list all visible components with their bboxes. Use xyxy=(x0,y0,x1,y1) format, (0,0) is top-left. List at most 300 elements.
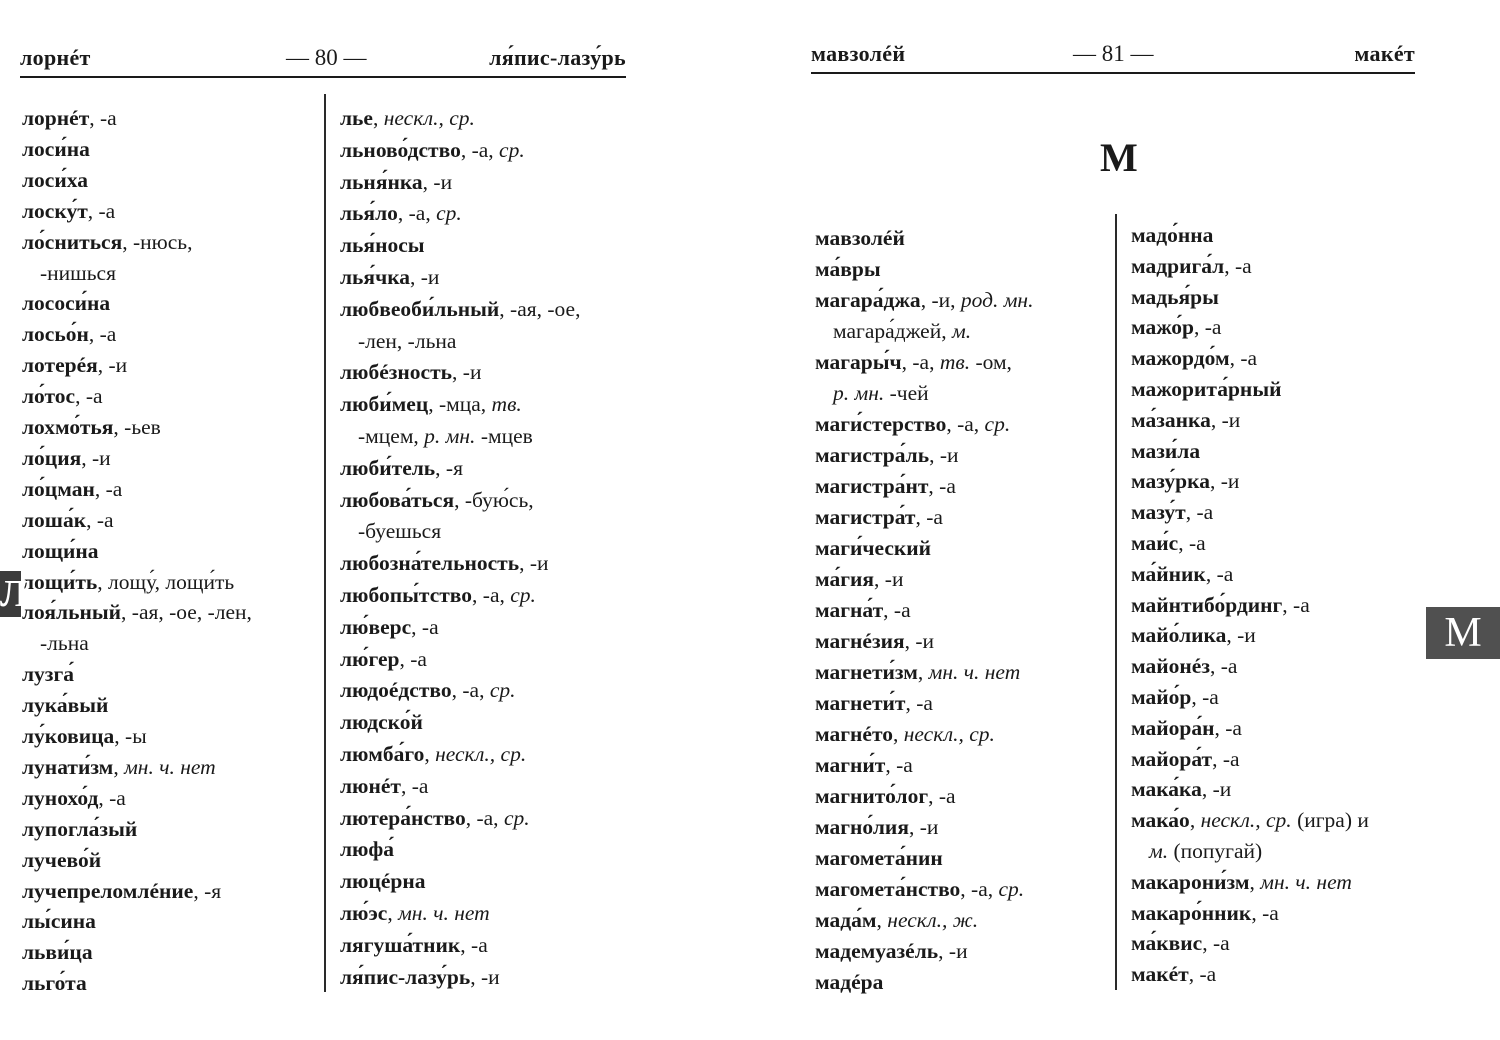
dictionary-entry xyxy=(22,567,234,597)
grammar-note: мн. ч. нет xyxy=(1260,869,1352,894)
dictionary-entry xyxy=(340,866,426,896)
grammar-note: м. xyxy=(1149,839,1169,863)
grammar-form: , -и xyxy=(938,939,968,963)
grammar-form: , xyxy=(1189,808,1201,833)
dictionary-entry xyxy=(340,898,490,928)
dictionary-entry xyxy=(22,783,126,813)
headword: лютера́нство xyxy=(340,805,466,830)
headword: лузга́ xyxy=(22,662,74,687)
headword: ля́пис-лазу́рь xyxy=(340,964,471,989)
grammar-form: , -а xyxy=(1205,561,1234,586)
dictionary-entry xyxy=(1131,774,1231,804)
grammar-form: (попугай) xyxy=(1168,839,1263,863)
headword: лощи́ть xyxy=(22,569,98,594)
headword: мази́ла xyxy=(1131,438,1201,463)
dictionary-entry xyxy=(340,357,481,387)
grammar-form: , xyxy=(1249,869,1261,894)
grammar-note: тв. xyxy=(491,392,522,417)
headword: люмба́го xyxy=(340,742,425,766)
dictionary-entry xyxy=(815,440,959,470)
headword: лю́гер xyxy=(340,646,400,671)
headword: ло́сниться xyxy=(22,229,123,254)
headword: ма́занка xyxy=(1131,407,1211,432)
headword: льново́дство xyxy=(340,137,461,162)
grammar-form: , -я xyxy=(193,878,222,903)
headword: лоси́ха xyxy=(22,167,88,192)
dictionary-entry xyxy=(22,536,99,566)
headword: ма́вры xyxy=(815,257,881,281)
headword: люфа́ xyxy=(340,837,394,862)
grammar-note: нескл., ср. xyxy=(435,742,527,766)
running-head-last-word: ля́пис-лазу́рь xyxy=(489,45,626,70)
grammar-form: , лощу́, лощи́ть xyxy=(97,569,235,594)
dictionary-entry xyxy=(1131,744,1240,774)
grammar-form: , -а xyxy=(915,505,943,529)
grammar-form: , -и xyxy=(904,629,935,653)
headword: люби́тель xyxy=(340,455,436,480)
headword: лягуша́тник xyxy=(340,932,461,957)
grammar-form: -льна xyxy=(40,631,89,656)
dictionary-entry xyxy=(1131,620,1256,650)
dictionary-entry xyxy=(815,564,903,594)
headword: магнито́лог xyxy=(815,784,929,808)
dictionary-entry xyxy=(22,968,87,998)
headword: лоша́к xyxy=(22,507,87,532)
headword: мака́ка xyxy=(1131,777,1202,802)
dictionary-entry xyxy=(1131,559,1233,589)
entry-continuation xyxy=(815,378,929,408)
grammar-form: , -и xyxy=(874,567,904,591)
headword: магнéто xyxy=(815,722,893,746)
running-head xyxy=(811,42,1415,74)
dictionary-entry xyxy=(22,165,88,195)
grammar-form: , -нюсь, xyxy=(122,229,193,254)
grammar-form: , -а xyxy=(928,474,956,498)
grammar-form: , -а, xyxy=(460,137,500,162)
dictionary-entry xyxy=(340,103,475,133)
right-page xyxy=(745,0,1500,1040)
grammar-form: , -бую́сь, xyxy=(454,487,534,512)
headword: ма́йник xyxy=(1131,561,1206,586)
thumb-index-tab xyxy=(1426,607,1500,659)
grammar-form: , -а xyxy=(86,507,114,532)
grammar-form: -мцев xyxy=(475,424,533,448)
page-number: — 80 — xyxy=(286,45,367,70)
dictionary-entry xyxy=(22,597,252,627)
dictionary-entry xyxy=(340,135,525,165)
grammar-note: род. мн. xyxy=(960,288,1034,312)
grammar-note: ср. xyxy=(503,805,530,830)
dictionary-entry xyxy=(1131,497,1213,527)
grammar-form: , -и xyxy=(1209,469,1240,494)
headword: ло́ция xyxy=(22,445,82,470)
dictionary-entry xyxy=(815,967,883,997)
grammar-form: магара́джей, xyxy=(833,319,952,343)
grammar-note: мн. ч. нет xyxy=(928,660,1021,684)
grammar-form: , -а xyxy=(1212,746,1240,771)
headword: люнéт xyxy=(340,773,401,798)
running-head-first-word: лорнéт xyxy=(20,45,91,70)
dictionary-entry xyxy=(22,227,192,257)
dictionary-entry xyxy=(340,644,427,674)
headword: магистра́нт xyxy=(815,474,929,498)
headword: магнети́т xyxy=(815,691,906,715)
section-letter: М xyxy=(1100,135,1138,180)
grammar-form: , -мца, xyxy=(428,392,492,417)
headword: магни́т xyxy=(815,753,886,777)
grammar-form: -лен, -льна xyxy=(358,328,457,353)
page-number: — 81 — xyxy=(1073,41,1154,66)
grammar-note: р. мн. xyxy=(424,424,476,448)
dictionary-entry xyxy=(340,485,534,515)
dictionary-entry xyxy=(815,223,905,253)
headword: маги́ческий xyxy=(815,536,932,560)
grammar-form: , -а xyxy=(1229,346,1258,371)
left-page xyxy=(0,0,745,1040)
grammar-form: , -а xyxy=(400,773,429,798)
grammar-note: нескл., ср. xyxy=(903,722,995,746)
dictionary-entry xyxy=(815,471,956,501)
dictionary-entry xyxy=(815,719,995,749)
grammar-form: , -а xyxy=(1209,654,1238,679)
grammar-form: , -а xyxy=(885,753,913,777)
headword: магно́лия xyxy=(815,815,909,839)
grammar-form: -нишься xyxy=(40,260,116,285)
headword: любозна́тельность xyxy=(340,551,520,576)
headword: любова́ться xyxy=(340,487,455,512)
grammar-note: мн. ч. нет xyxy=(124,754,216,779)
dictionary-entry xyxy=(1131,312,1221,342)
headword: лоя́льный xyxy=(22,600,122,625)
headword: лунохо́д xyxy=(22,785,99,810)
grammar-form: , -и xyxy=(519,551,549,576)
grammar-form: , -а xyxy=(1191,685,1219,709)
dictionary-entry xyxy=(340,389,522,419)
headword: мажордо́м xyxy=(1131,346,1230,371)
grammar-note: ср. xyxy=(510,583,536,607)
headword: мазу́рка xyxy=(1131,469,1210,494)
headword: мадéра xyxy=(815,970,884,994)
running-head-last-word: макéт xyxy=(1354,41,1415,66)
grammar-form: , xyxy=(424,742,436,766)
dictionary-entry xyxy=(340,739,526,769)
grammar-note: ср. xyxy=(436,201,462,226)
headword: льня́нка xyxy=(340,169,423,194)
headword: лье xyxy=(340,106,373,130)
grammar-form: , -а xyxy=(928,784,956,808)
headword: мака́о xyxy=(1131,808,1190,833)
grammar-form: , -а xyxy=(1194,315,1222,340)
headword: лощи́на xyxy=(22,538,99,563)
grammar-form: , -а xyxy=(460,932,488,957)
headword: любопы́тство xyxy=(340,583,473,607)
grammar-form: , -а xyxy=(1224,253,1252,278)
dictionary-entry xyxy=(1131,682,1219,712)
grammar-form: , -и xyxy=(470,964,500,989)
grammar-note: р. мн. xyxy=(833,381,885,405)
headword: майора́н xyxy=(1131,715,1215,740)
dictionary-entry xyxy=(22,659,74,689)
dictionary-entry xyxy=(815,657,1020,687)
headword: лука́вый xyxy=(22,693,109,718)
dictionary-entry xyxy=(22,288,110,318)
grammar-form: , -и, xyxy=(920,288,961,312)
headword: лотерéя xyxy=(22,353,98,378)
grammar-note: нескл., ср. xyxy=(1200,808,1292,833)
grammar-note: тв. xyxy=(939,350,971,374)
grammar-form: , -а, xyxy=(397,201,437,226)
headword: макарони́зм xyxy=(1131,869,1250,894)
dictionary-entry xyxy=(340,580,536,610)
dictionary-entry xyxy=(22,443,111,473)
dictionary-entry xyxy=(1131,343,1257,373)
dictionary-entry xyxy=(340,612,439,642)
dictionary-entry xyxy=(815,254,881,284)
dictionary-entry xyxy=(22,814,137,844)
entry-continuation xyxy=(1131,836,1262,866)
dictionary-entry xyxy=(815,285,1033,315)
headword: люцéрна xyxy=(340,869,426,894)
dictionary-entry xyxy=(22,752,216,782)
dictionary-entry xyxy=(22,845,101,875)
dictionary-entry xyxy=(1131,282,1219,312)
headword: маи́с xyxy=(1131,531,1179,555)
grammar-form: , -и xyxy=(929,443,959,467)
grammar-form: , -а xyxy=(89,106,117,130)
grammar-form: , xyxy=(113,754,125,779)
dictionary-entry xyxy=(340,930,488,960)
headword: мажо́р xyxy=(1131,315,1195,340)
headword: магистра́т xyxy=(815,505,916,529)
dictionary-entry xyxy=(340,262,439,292)
grammar-note: мн. ч. нет xyxy=(398,901,490,925)
dictionary-entry xyxy=(22,381,103,411)
grammar-form: , -а xyxy=(75,384,103,409)
headword: людоéдство xyxy=(340,678,452,703)
grammar-form: -мцем, xyxy=(358,424,425,448)
headword: мада́м xyxy=(815,908,877,932)
grammar-form: , -а xyxy=(399,646,427,671)
dictionary-entry xyxy=(1131,405,1240,435)
grammar-form: , -а xyxy=(94,476,123,501)
dictionary-entry xyxy=(1131,713,1242,743)
headword: лосьо́н xyxy=(22,322,89,347)
headword: ло́тос xyxy=(22,384,76,409)
dictionary-entry xyxy=(815,781,956,811)
grammar-form: -чей xyxy=(884,381,929,405)
grammar-form: , -а, xyxy=(465,805,504,830)
headword: любéзность xyxy=(340,360,453,385)
headword: лю́эс xyxy=(340,901,388,925)
dictionary-entry xyxy=(22,134,90,164)
headword: магомета́нин xyxy=(815,846,943,870)
headword: мавзолéй xyxy=(815,226,905,250)
dictionary-entry xyxy=(815,874,1024,904)
grammar-form: , -а xyxy=(1251,900,1279,925)
headword: лососи́на xyxy=(22,291,111,316)
dictionary-entry xyxy=(815,750,913,780)
grammar-form: , -а xyxy=(88,322,117,347)
entry-continuation xyxy=(22,258,116,288)
grammar-form: , -и xyxy=(1210,407,1241,432)
grammar-form: , -и xyxy=(97,353,128,378)
grammar-form: , -ая, -ое, xyxy=(499,296,581,321)
headword: лунати́зм xyxy=(22,754,114,779)
thumb-index-letter: М xyxy=(1444,610,1482,656)
running-head xyxy=(20,46,626,78)
grammar-note: ср. xyxy=(489,678,516,703)
grammar-form: , xyxy=(387,901,399,925)
headword: лохмо́тья xyxy=(22,415,114,439)
dictionary-entry xyxy=(1131,898,1279,928)
headword: лю́верс xyxy=(340,614,412,639)
headword: майонéз xyxy=(1131,654,1210,679)
grammar-form: , -а, xyxy=(946,412,985,436)
dictionary-entry xyxy=(815,502,943,532)
grammar-form: , -ы xyxy=(114,724,147,748)
grammar-form: , -я xyxy=(435,455,463,480)
entry-continuation xyxy=(22,628,89,658)
grammar-form: , xyxy=(372,106,384,130)
dictionary-entry xyxy=(1131,590,1310,620)
grammar-form: , -а, xyxy=(901,350,940,374)
grammar-note: ср. xyxy=(998,877,1025,901)
headword: магнети́зм xyxy=(815,660,918,684)
dictionary-entry xyxy=(1131,374,1282,404)
dictionary-entry xyxy=(815,905,978,935)
dictionary-entry xyxy=(22,474,122,504)
headword: магомета́нство xyxy=(815,877,961,901)
headword: лья́носы xyxy=(340,233,425,258)
dictionary-entry xyxy=(815,812,938,842)
grammar-form: , -и xyxy=(452,360,482,385)
grammar-form: , -ая, -ое, -лен, xyxy=(121,600,252,625)
grammar-form: , -а xyxy=(411,614,439,639)
headword: лучепреломлéние xyxy=(22,878,194,903)
headword: майора́т xyxy=(1131,746,1213,771)
entry-continuation xyxy=(340,421,533,451)
headword: ма́квис xyxy=(1131,931,1203,956)
grammar-form: -буешься xyxy=(358,519,442,544)
headword: лупогла́зый xyxy=(22,816,138,841)
dictionary-entry xyxy=(22,412,161,442)
dictionary-entry xyxy=(22,319,116,349)
dictionary-entry xyxy=(340,230,425,260)
dictionary-entry xyxy=(22,505,114,535)
grammar-form: , -а xyxy=(1282,592,1310,617)
column-divider xyxy=(1115,214,1117,990)
dictionary-entry xyxy=(1131,959,1216,989)
dictionary-entry xyxy=(340,834,394,864)
grammar-form: , -и xyxy=(81,445,111,470)
headword: лу́ковица xyxy=(22,724,115,748)
headword: маги́стерство xyxy=(815,412,947,436)
grammar-form: (игра) и xyxy=(1291,808,1369,833)
headword: мажорита́рный xyxy=(1131,377,1282,401)
grammar-form: , -а xyxy=(1214,715,1242,740)
headword: льви́ца xyxy=(22,940,93,965)
dictionary-entry xyxy=(815,595,911,625)
grammar-note: нескл., ж. xyxy=(887,908,979,932)
headword: майнтибо́рдинг xyxy=(1131,592,1283,617)
thumb-index-tab xyxy=(0,571,29,617)
headword: лоси́на xyxy=(22,136,90,161)
headword: майо́лика xyxy=(1131,623,1227,648)
grammar-form: -ом, xyxy=(970,350,1012,374)
headword: майо́р xyxy=(1131,685,1192,709)
dictionary-entry xyxy=(340,707,423,737)
dictionary-entry xyxy=(340,675,516,705)
headword: мадо́нна xyxy=(1131,223,1214,247)
grammar-form: , -ьев xyxy=(113,415,161,439)
dictionary-entry xyxy=(340,803,530,833)
dictionary-entry xyxy=(1131,528,1206,558)
thumb-index-letter: Л xyxy=(0,573,29,615)
grammar-note: ср. xyxy=(984,412,1011,436)
headword: лья́чка xyxy=(340,265,411,289)
dictionary-entry xyxy=(340,962,500,992)
dictionary-entry xyxy=(340,198,462,228)
grammar-form: , -а xyxy=(87,198,116,223)
grammar-form: , -и xyxy=(1201,777,1232,802)
headword: лья́ло xyxy=(340,201,398,226)
headword: магистра́ль xyxy=(815,443,930,467)
dictionary-entry xyxy=(22,906,96,936)
grammar-form: , -и xyxy=(422,169,453,194)
dictionary-entry xyxy=(1131,651,1237,681)
grammar-form: , -и xyxy=(908,815,939,839)
dictionary-entry xyxy=(815,409,1010,439)
headword: мазу́т xyxy=(1131,500,1186,525)
grammar-form: , -и xyxy=(1226,623,1256,648)
dictionary-entry xyxy=(22,103,117,133)
dictionary-entry xyxy=(1131,928,1230,958)
grammar-note: нескл., ср. xyxy=(383,106,475,130)
headword: мадемуазéль xyxy=(815,939,939,963)
dictionary-entry xyxy=(22,937,93,967)
headword: лоску́т xyxy=(22,198,88,223)
dictionary-entry xyxy=(1131,220,1213,250)
headword: люби́мец xyxy=(340,392,429,417)
headword: мадья́ры xyxy=(1131,284,1219,309)
headword: лы́сина xyxy=(22,909,96,934)
running-head-first-word: мавзолéй xyxy=(811,41,906,66)
entry-continuation xyxy=(340,326,456,356)
dictionary-entry xyxy=(340,167,452,197)
grammar-form: , xyxy=(917,660,929,684)
headword: макаро́нник xyxy=(1131,900,1252,925)
headword: магнéзия xyxy=(815,629,905,653)
grammar-form: , -а xyxy=(1188,962,1217,987)
dictionary-entry xyxy=(1131,436,1200,466)
entry-continuation xyxy=(815,316,971,346)
dictionary-entry xyxy=(22,350,127,380)
headword: лучево́й xyxy=(22,847,102,872)
column-divider xyxy=(324,94,326,992)
dictionary-entry xyxy=(340,294,580,324)
dictionary-entry xyxy=(1131,251,1252,281)
grammar-form: , xyxy=(892,722,904,746)
dictionary-entry xyxy=(1131,867,1352,897)
headword: магна́т xyxy=(815,598,884,622)
dictionary-entry xyxy=(815,843,943,873)
dictionary-entry xyxy=(1131,805,1369,835)
grammar-form: , -а xyxy=(1185,500,1214,525)
dictionary-entry xyxy=(22,196,115,226)
headword: любвеоби́льный xyxy=(340,296,500,321)
headword: магары́ч xyxy=(815,350,902,374)
headword: лорнéт xyxy=(22,106,90,130)
